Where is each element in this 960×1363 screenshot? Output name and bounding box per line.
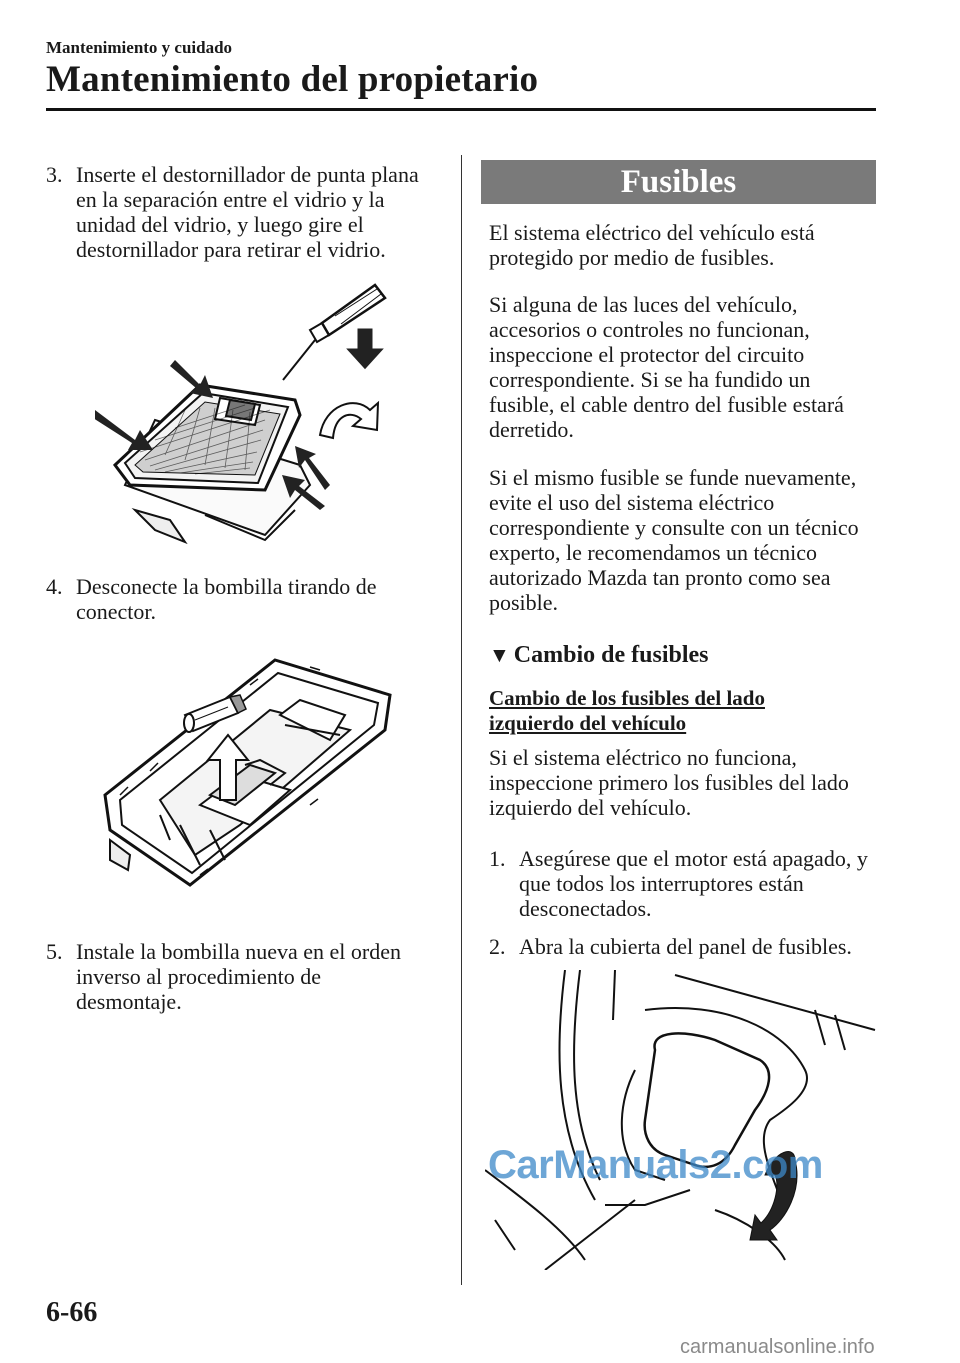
fusibles-banner: Fusibles	[481, 160, 876, 204]
underlined-subheading: Cambio de los fusibles del lado izquierdo del vehículo	[489, 686, 765, 735]
image-watermark: CarManuals2.com	[488, 1143, 823, 1187]
bulb-disconnect-illustration	[100, 655, 400, 895]
step-number: 2.	[489, 934, 506, 959]
step-number: 1.	[489, 846, 506, 871]
triangle-marker-icon: ▼	[489, 643, 510, 667]
paragraph-2: Si alguna de las luces del vehículo, accesorios o controles no funcionan, inspeccione el protector del circuito correspondiente. Si se ha fundido un fusible, el cable dentro del fusible estará derretido.	[489, 292, 844, 442]
paragraph-4: Si el sistema eléctrico no funciona, inspeccione primero los fusibles del lado izquierdo del vehículo.	[489, 745, 849, 820]
step-text: Asegúrese que el motor está apagado, y que todos los interruptores están desconectados.	[519, 846, 868, 921]
fuse-panel-cover-illustration	[485, 970, 880, 1270]
page-title: Mantenimiento del propietario	[46, 59, 539, 100]
step-text: Inserte el destornillador de punta plana en la separación entre el vidrio y la unidad del vidrio, y luego gire el destornillador para retirar el vidrio.	[76, 162, 419, 262]
step-4	[46, 574, 451, 624]
step-3	[46, 162, 451, 262]
lamp-lens-removal-illustration	[95, 280, 395, 550]
step-number: 4.	[46, 574, 63, 599]
step-text: Desconecte la bombilla tirando de conector.	[76, 574, 377, 624]
column-divider	[461, 155, 462, 1285]
step-5	[46, 939, 451, 1014]
footer-watermark: carmanualsonline.info	[680, 1336, 875, 1358]
step-1	[489, 846, 884, 921]
step-text: Abra la cubierta del panel de fusibles.	[519, 934, 852, 959]
paragraph-3: Si el mismo fusible se funde nuevamente, evite el uso del sistema eléctrico correspondiente y consulte con un técnico experto, le recomendamos un técnico autorizado Mazda tan pronto como sea posible.	[489, 465, 859, 615]
step-2	[489, 934, 884, 959]
step-number: 5.	[46, 939, 63, 964]
step-number: 3.	[46, 162, 63, 187]
step-text: Instale la bombilla nueva en el orden inverso al procedimiento de desmontaje.	[76, 939, 401, 1014]
header-rule	[46, 108, 876, 111]
paragraph-1: El sistema eléctrico del vehículo está protegido por medio de fusibles.	[489, 220, 815, 270]
page-number: 6-66	[46, 1297, 98, 1328]
section-small-title: Mantenimiento y cuidado	[46, 38, 233, 57]
subsection-heading: ▼ Cambio de fusibles	[489, 642, 709, 668]
